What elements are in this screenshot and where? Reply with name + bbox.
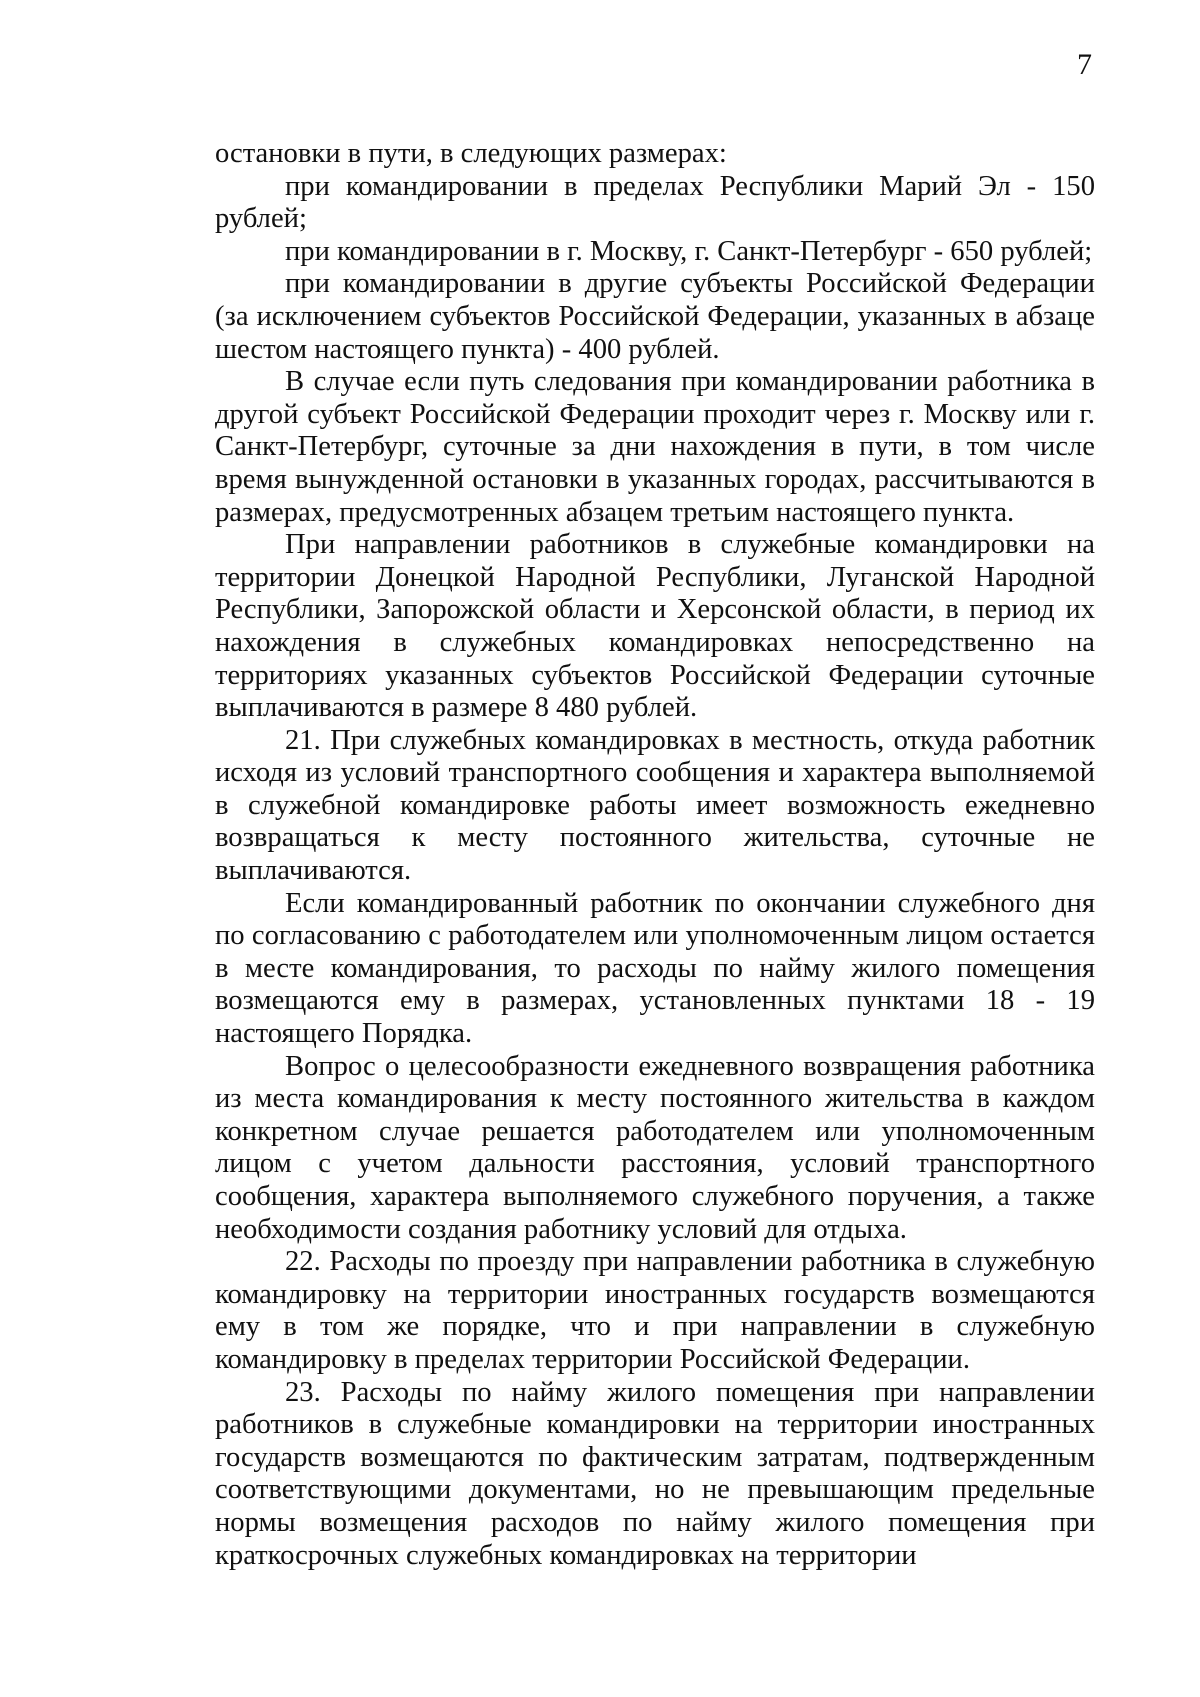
paragraph-mari-el-rate: при командировании в пределах Республики Марий Эл - 150 рублей; bbox=[215, 170, 1095, 235]
paragraph-transit-moscow: В случае если путь следования при командировании работника в другой субъект Российской Федерации проходит через г. Москву или г. Санкт-Петербург, суточные за дни нахождения в пути, в том числе время вынужденной остановки в указанных городах, рассчитываются в размерах, предусмотренных абзацем третьим настоящего пункта. bbox=[215, 366, 1095, 528]
paragraph-moscow-spb-rate: при командировании в г. Москву, г. Санкт-Петербург - 650 рублей; bbox=[285, 235, 1093, 267]
paragraph-item-22: 22. Расходы по проезду при направлении работника в служебную командировку на территории иностранных государств возмещаются ему в том же порядке, что и при направлении в служебную командировку в пределах территории Российской Федерации. bbox=[215, 1246, 1095, 1375]
paragraph-stay-over: Если командированный работник по окончании служебного дня по согласованию с работодателем или уполномоченным лицом остается в месте командирования, то расходы по найму жилого помещения возмещаются ему в размерах, установленных пунктами 18 - 19 настоящего Порядка. bbox=[215, 887, 1095, 1050]
paragraph-other-subjects-rate: при командировании в другие субъекты Российской Федерации (за исключением субъектов Российской Федерации, указанных в абзаце шестом настоящего пункта) - 400 рублей. bbox=[215, 268, 1095, 365]
document-body bbox=[215, 138, 1095, 1572]
paragraph-item-23: 23. Расходы по найму жилого помещения при направлении работников в служебные командировки на территории иностранных государств возмещаются по фактическим затратам, подтвержденным соответствующими документами, но не превышающим предельные нормы возмещения расходов по найму жилого помещения при краткосрочных служебных командировках на территории bbox=[215, 1376, 1095, 1571]
page-number: 7 bbox=[1077, 48, 1092, 81]
paragraph-daily-return: Вопрос о целесообразности ежедневного возвращения работника из места командирования к месту постоянного жительства в каждом конкретном случае решается работодателем или уполномоченным лицом с учетом дальности расстояния, условий транспортного сообщения, характера выполняемого служебного поручения, а также необходимости создания работнику условий для отдыха. bbox=[215, 1050, 1095, 1245]
paragraph-item-21: 21. При служебных командировках в местность, откуда работник исходя из условий транспортного сообщения и характера выполняемой в служебной командировке работы имеет возможность ежедневно возвращаться к месту постоянного жительства, суточные не выплачиваются. bbox=[215, 724, 1095, 887]
paragraph-new-territories-rate: При направлении работников в служебные командировки на территории Донецкой Народной Республики, Луганской Народной Республики, Запорожской области и Херсонской области, в период их нахождения в служебных командировках непосредственно на территориях указанных субъектов Российской Федерации суточные выплачиваются в размере 8 480 рублей. bbox=[215, 529, 1095, 724]
paragraph-continuation: остановки в пути, в следующих размерах: bbox=[215, 138, 727, 169]
